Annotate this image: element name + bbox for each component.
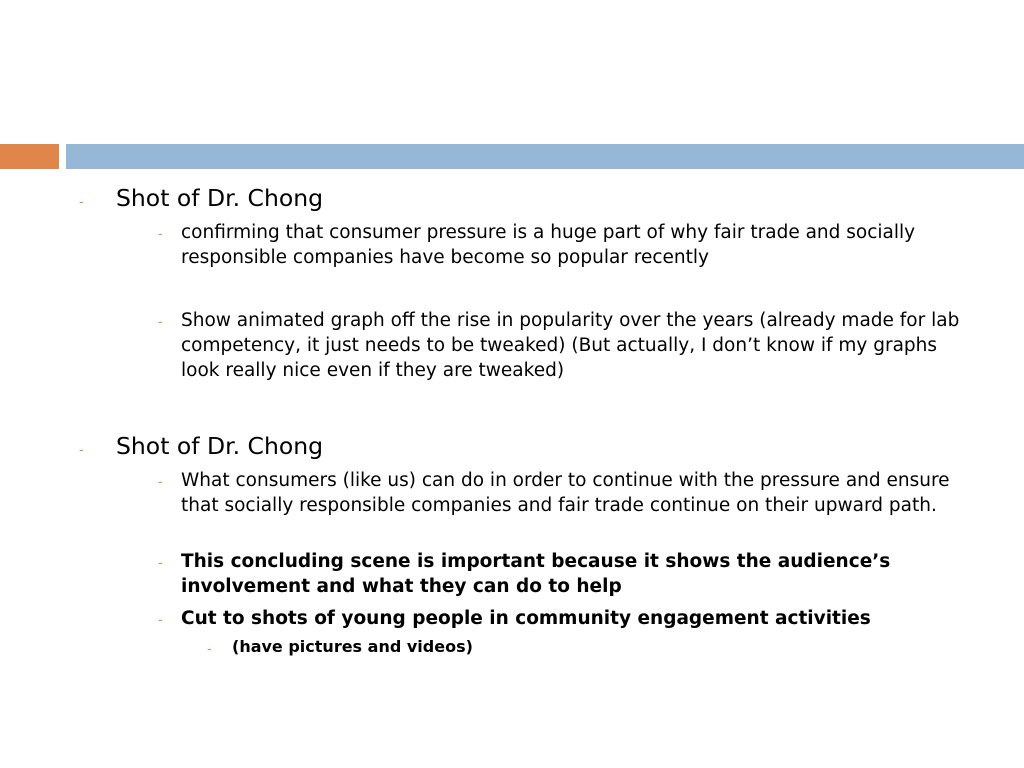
bullet-marker: -: [158, 613, 163, 628]
bullet-item-level2: confirming that consumer pressure is a huge part of why fair trade and socially responsible companies have become so popular recently: [181, 222, 916, 268]
bullet-item-level3: (have pictures and videos): [232, 637, 473, 656]
bullet-item-level2: What consumers (like us) can do in order to continue with the pressure and ensure that socially responsible companies and fair trade continue on their upward path.: [181, 470, 950, 516]
bullet-marker: -: [207, 642, 212, 657]
bullet-item-level2: This concluding scene is important because it shows the audience’s involvement and what they can do to help: [181, 551, 891, 597]
bullet-item-level2: Show animated graph off the rise in popularity over the years (already made for lab competency, it just needs to be tweaked) (But actually, I don’t know if my graphs look really nice even if they are tweaked): [181, 310, 960, 381]
bullet-item-level1: Shot of Dr. Chong: [116, 184, 324, 212]
bullet-item-level2: Cut to shots of young people in community engagement activities: [181, 608, 871, 629]
bullet-marker: -: [158, 227, 163, 242]
accent-bar: [0, 144, 59, 169]
bullet-marker: -: [158, 475, 163, 490]
title-bar: [66, 144, 1024, 169]
bullet-marker: -: [158, 315, 163, 330]
bullet-item-level1: Shot of Dr. Chong: [116, 432, 324, 460]
bullet-marker: -: [79, 443, 84, 458]
bullet-marker: -: [158, 556, 163, 571]
bullet-marker: -: [79, 195, 84, 210]
